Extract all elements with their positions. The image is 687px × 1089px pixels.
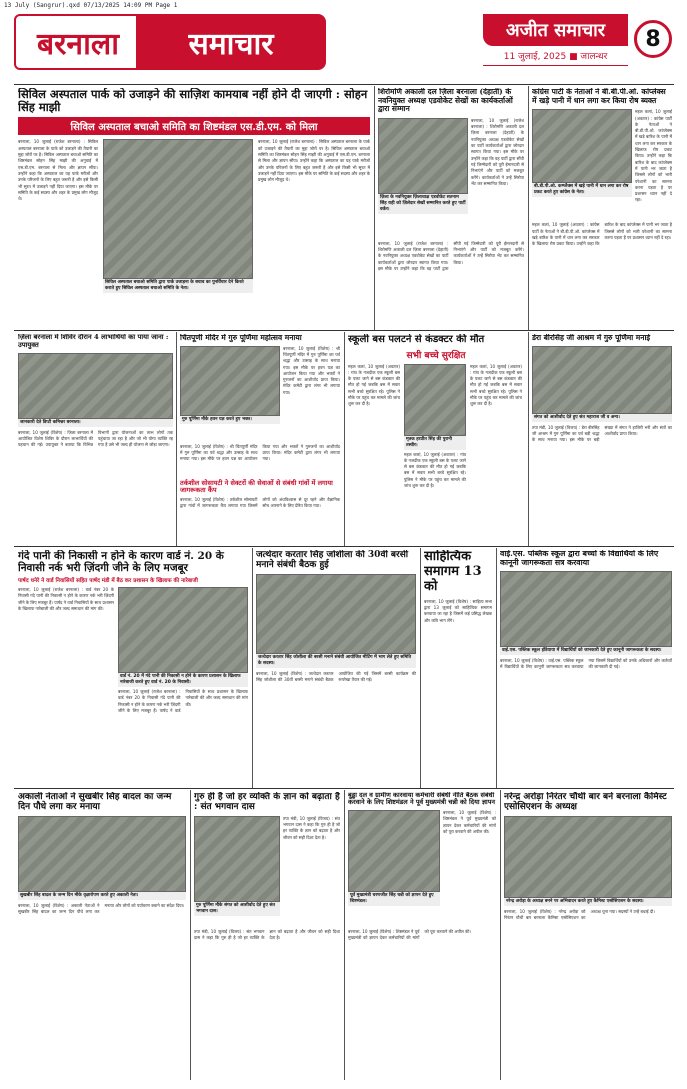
divider (496, 548, 497, 788)
divider (528, 332, 529, 546)
story-narinder (504, 792, 672, 1082)
headline: गंदे पानी की निकासी न होने के कारण वार्ड नं. 20 के निवासी नर्क भरी ज़िंदगी जीने के लिए मजबूर (18, 550, 224, 575)
story-body: बरनाला, 10 जुलाई (राजेश बरनाला) : वार्ड नंबर 20 के निवासी गंदे पानी की निकासी न होने के कारण नर्क भरी ज़िंदगी जीने के लिए मजबूर हैं। पार्षद ने वार्ड निवासियों के साथ प्रशासन के खिलाफ नारेबाजी की और जल्द समाधान की मांग की। (118, 689, 248, 714)
story-schoolbus (348, 334, 524, 544)
story-body: बरनाला, 10 जुलाई (विशेष) : ज़िला बरनाला में आयोजित विशेष शिविर के दौरान लाभार्थियों की पहचान की गई। उपायुक्त ने बताया कि विभिन्न विभागों द्वारा योजनाओं का लाभ लोगों तक पहुंचाया जा रहा है और जो भी योग्य व्यक्ति रह गया है उसे भी जल्द ही योजना से जोड़ा जाएगा। (18, 429, 173, 448)
story-body: बरनाला, 10 जुलाई (विशेष) : शिष्टमंडल ने पूर्व मुख्यमंत्री को ज्ञापन देकर कर्मचारियों की मांगों को पूरा करवाने की अपील की। (443, 809, 496, 834)
story-sahitik (424, 550, 492, 786)
headline: गुरु ही है जो हर व्यक्ति के ज्ञान को बढ़ाता है : संत भगवान दास (194, 792, 340, 813)
headline: ज़िला बरनाला में शिविर दौरान 4 लाभार्थियों का पाया जाना : उपायुक्त (18, 334, 169, 349)
headline: कांग्रेस पार्टी के नेताओं ने बी.बी.पी.ओ. कांप्लेक्स में खड़े पानी में धान लगा कर किया रोष ब्यक्त (532, 88, 666, 105)
news-photo (18, 816, 186, 892)
story-ward20 (18, 550, 248, 786)
headline: बुड्ढा दल व ग्रामीण कारवाया कर्मचारी संबंधी नीति बैठक संबंधी करवाने के लिए शिष्टमंडल ने पूर्व मुख्यमंत्री चन्नी को दिया ज्ञापन (348, 792, 495, 807)
divider (344, 790, 345, 1080)
story-body: बरनाला, 10 जुलाई (विशेष) : वाई.एस. पब्लिक स्कूल में विद्यार्थियों के लिए कानूनी जागरूकता सत्र करवाया गया जिसमें विद्यार्थियों को उनके अधिकारों और कर्तव्यों की जानकारी दी गई। (500, 657, 672, 670)
story-body: महल कलां, 10 जुलाई (अवतार) : गांव के नजदीक एक स्कूली बस के पलट जाने से बस कंडक्टर की मौत हो गई जबकि बस में सवार सभी बच्चे सुरक्षित रहे। पुलिस ने मौके पर पहुंच कर मामले की जांच शुरू कर दी है। (470, 363, 522, 407)
divider (14, 546, 674, 547)
photo-caption: सिविल अस्पताल बचाओ समिति द्वारा पार्क उजाड़ना के बचाव का पुनर्विचार देने किरते कराते हुए सिविल अस्पताल बचाओ समिति के नेता। (103, 279, 253, 293)
news-photo (532, 109, 632, 183)
masthead-name-part1: बरनाला (14, 14, 142, 70)
divider (14, 788, 674, 789)
divider (500, 790, 501, 1080)
divider (252, 548, 253, 788)
story-akali (18, 792, 186, 1082)
story-body: महल कलां, 10 जुलाई (अवतार) : कांग्रेस पार्टी के नेताओं ने बी.डी.पी.ओ. कांप्लेक्स में खड़े बारिश के पानी में धान लगा कर सरकार के खिलाफ रोष प्रकट किया। उन्होंने कहा कि बारिश के बाद कांप्लेक्स में पानी भर जाता है जिससे लोगों को भारी परेशानी का सामना करना पड़ता है पर प्रशासन ध्यान नहीं दे रहा। (635, 109, 672, 203)
news-photo (256, 574, 416, 654)
photo-caption: सुखबीर सिंह बादल के जन्म दिन मौके वृक्षारोपण करते हुए अकाली नेता। (18, 892, 186, 900)
story-body: महल कलां, 10 जुलाई (अवतार) : गांव के नजदीक एक स्कूली बस के पलट जाने से बस कंडक्टर की मौत हो गई जबकि बस में सवार सभी बच्चे सुरक्षित रहे। पुलिस ने मौके पर पहुंच कर मामले की जांच शुरू कर दी है। (348, 363, 400, 407)
photo-caption: वाई.एस. पब्लिक स्कूल हंडियाया में विद्यार्थियों को जानकारी देते हुए कानूनी जागरूकता के सदस्य। (500, 647, 672, 655)
story-dps (500, 550, 672, 786)
dateline: 11 जुलाई, 2025 ■ जालन्धर (483, 48, 628, 66)
story-body: बरनाला, 10 जुलाई (राजेश बरनाला) : शिरोमणि अकाली दल ज़िला बरनाला (देहाती) के नवनियुक्त अध्यक्ष एडवोकेट सेखों का पार्टी कार्यकर्ताओं द्वारा जोरदार स्वागत किया गया। इस मौके पर उन्होंने कहा कि वह पार्टी द्वारा सौंपी गई जिम्मेदारी को पूरी ईमानदारी से निभाएंगे और पार्टी को मजबूत करेंगे। कार्यकर्ताओं ने उन्हें सिरोपा भेंट कर सम्मानित किया। (471, 117, 524, 186)
photo-caption: गुरु पूर्णिमा मौके हवन यज्ञ करते हुए भक्त। (180, 416, 280, 424)
story-body: बरनाला, 10 जुलाई (विशेष) : नरेन्द्र अरोड़ा को निरंतर चौथी बार बरनाला कैमिस्ट एसोसिएशन का अध्यक्ष चुना गया। सदस्यों ने उन्हें बधाई दी। (504, 908, 655, 920)
news-photo (532, 346, 672, 414)
story-congress (532, 88, 672, 328)
news-photo (348, 810, 440, 892)
news-photo (194, 816, 280, 902)
headline: स्कूली बस पलटने से कंडक्टर की मौत (348, 334, 485, 345)
story-body: बरनाला, 10 जुलाई (विशेष) : श्री चिंतपूर्णी मंदिर में गुरु पूर्णिमा का पर्व श्रद्धा और उत्साह के साथ मनाया गया। इस मौके पर हवन यज्ञ का आयोजन किया गया और भक्तों ने गुरुजनों का आशीर्वाद प्राप्त किया। मंदिर कमेटी द्वारा लंगर भी लगाया गया। (180, 443, 340, 462)
news-photo (378, 118, 468, 194)
story-body: बरनाला, 10 जुलाई (राजेश बरनाला) : वार्ड नंबर 20 के निवासी गंदे पानी की निकासी न होने के कारण नर्क भरी ज़िंदगी जीने के लिए मजबूर हैं। पार्षद ने वार्ड निवासियों के साथ प्रशासन के खिलाफ नारेबाजी की और जल्द समाधान की मांग की। (18, 587, 114, 612)
headline: वाई.एस. पब्लिक स्कूल द्वारा बच्चों के विद्यार्थियों के लिए कानूनी जागरूकता सत्र करवाया (500, 550, 659, 567)
photo-caption: जत्थेदार करतार सिंह जोशीला की बरसी मनाने संबंधी आयोजित मीटिंग में भाग लेते हुए समिति के सदस्य। (256, 654, 416, 668)
headline: शिरोमणि अकाली दल ज़िला बरनाला (देहाती) के नवनियुक्त अध्यक्ष एडवोकेट सेखों का कार्यकर्ताओं द्वारा सम्मान (378, 88, 513, 114)
story-dera (532, 334, 672, 544)
photo-caption: संगत को आशीर्वाद देते हुए संत महाराज जी व अन्य। (532, 414, 672, 422)
news-photo (404, 364, 466, 436)
story-body: बरनाला, 10 जुलाई (विशेष) : जत्थेदार करतार सिंह जोशीला की 30वीं बरसी मनाने संबंधी बैठक आयोजित की गई जिसमें बरसी कार्यक्रम की रूपरेखा तैयार की गई। (256, 670, 416, 682)
news-photo (103, 139, 253, 279)
photo-caption: पूर्व मुख्यमंत्री चरणजीत सिंह चन्नी को ज्ञापन देते हुए शिष्टमंडल। (348, 892, 440, 906)
story-body: बरनाला, 10 जुलाई (विशेष) : शिष्टमंडल ने पूर्व मुख्यमंत्री को ज्ञापन देकर कर्मचारियों की मांगों को पूरा करवाने की अपील की। (348, 928, 471, 941)
news-photo (180, 346, 280, 416)
divider (176, 332, 177, 546)
headline: सिविल अस्पताल पार्क को उजाड़ने की साज़िश कामयाब नहीं होने दी जाएगी : सोहन सिंह माझी (18, 88, 368, 115)
photo-caption: जानकारी देते डिप्टी कमिश्नर बरनाला। (18, 419, 173, 427)
news-photo (504, 816, 672, 898)
story-budda (348, 792, 496, 1082)
photo-caption: मृतक हरप्रीत सिंह की पुरानी तस्वीर। (404, 436, 466, 450)
divider (14, 330, 674, 331)
story-body: बरनाला, 10 जुलाई (विशेष) : तर्कशील सोसायटी द्वारा गांवों में जागरूकता कैंप लगाया गया जिसमें लोगों को अंधविश्वास से दूर रहने और वैज्ञानिक सोच अपनाने के लिए प्रेरित किया गया। (180, 496, 340, 508)
subheadline: पार्षद धनेरे ने वार्ड निवासियों सहित पार्षद मंडी में बैठ कर प्रशासन के खिलाफ की नारेबाजी (18, 578, 198, 585)
story-body: तपा मंडी, 10 जुलाई (विजय) : संत भगवान दास ने कहा कि गुरु ही है जो हर व्यक्ति के ज्ञान को बढ़ाता है और जीवन को सही दिशा देता है। (194, 928, 340, 940)
divider (344, 332, 345, 546)
subheadline-bar: सिविल अस्पताल बचाओ समिति का शिष्टमंडल एस.डी.एम. को मिला (18, 117, 370, 135)
photo-caption: बी.डी.पी.ओ. कम्प्लैक्स में खड़े पानी में धान लगा कर रोष प्रकट करते हुए कांग्रेस के नेता। (532, 183, 632, 197)
divider (14, 84, 674, 85)
story-body: बरनाला, 10 जुलाई (राजेश बरनाला) : शिरोमणि अकाली दल ज़िला बरनाला (देहाती) के नवनियुक्त अध्यक्ष एडवोकेट सेखों का पार्टी कार्यकर्ताओं द्वारा जोरदार स्वागत किया गया। इस मौके पर उन्होंने कहा कि वह पार्टी द्वारा सौंपी गई जिम्मेदारी को पूरी ईमानदारी से निभाएंगे और पार्टी को मजबूत करेंगे। कार्यकर्ताओं ने उन्हें सिरोपा भेंट कर सम्मानित किया। (378, 240, 524, 272)
story-body: बरनाला, 10 जुलाई (राजेश बरनाला) : सिविल अस्पताल बरनाला के पार्क को उजाड़ने की तैयारी का मुद्दा जोरों पर है। सिविल अस्पताल बचाओ समिति का शिष्टमंडल सोहन सिंह माझी की अगुवाई में एस.डी.एम. बरनाला से मिला और ज्ञापन सौंपा। उन्होंने कहा कि अस्पताल का यह पार्क मरीजों और उनके परिजनों के लिए बहुत जरूरी है और इसे किसी भी सूरत में उजाड़ने नहीं दिया जाएगा। इस मौके पर समिति के कई सदस्य और शहर के प्रमुख लोग मौजूद थे। (258, 139, 370, 183)
story-jathedar (256, 550, 416, 786)
headline: डेरा बीरसिंह जी आश्रम में गुरु पूर्णिमा मनाई (532, 334, 651, 342)
story-body: बरनाला, 10 जुलाई (राजेश बरनाला) : सिविल अस्पताल बरनाला के पार्क को उजाड़ने की तैयारी का मुद्दा जोरों पर है। सिविल अस्पताल बचाओ समिति का शिष्टमंडल सोहन सिंह माझी की अगुवाई में एस.डी.एम. बरनाला से मिला और ज्ञापन सौंपा। उन्होंने कहा कि अस्पताल का यह पार्क मरीजों और उनके परिजनों के लिए बहुत जरूरी है और इसे किसी भी सूरत में उजाड़ने नहीं दिया जाएगा। इस मौके पर समिति के कई सदस्य और शहर के प्रमुख लोग मौजूद थे। (18, 139, 98, 202)
story-lead (18, 88, 370, 328)
page-number-badge: 8 (634, 20, 672, 58)
headline: नरेन्द्र अरोड़ा निरंतर चौथी बार बने बरनाला कैमिस्ट एसोसिएशन के अध्यक्ष (504, 792, 667, 813)
divider (528, 86, 529, 330)
story-guru (194, 792, 340, 1082)
masthead-brand-block (482, 14, 672, 70)
photo-caption: ज़िला के नवनियुक्त ज़िलाध्यक्ष एडवोकेट सतनाम सिंह राही को ज़िलेदार सेखों सम्मानित करते हुए पार्टी वर्कर। (378, 194, 468, 214)
story-sad-district (378, 88, 524, 328)
headline: साहित्यिक समागम 13 को (424, 550, 482, 594)
divider (374, 86, 375, 330)
subheadline: सभी बच्चे सुरक्षित (406, 350, 466, 361)
story-body: महल कलां, 10 जुलाई (अवतार) : गांव के नजदीक एक स्कूली बस के पलट जाने से बस कंडक्टर की मौत हो गई जबकि बस में सवार सभी बच्चे सुरक्षित रहे। पुलिस ने मौके पर पहुंच कर मामले की जांच शुरू कर दी है। (404, 451, 466, 488)
divider (420, 548, 421, 788)
news-photo (118, 587, 248, 673)
story-camp (18, 334, 173, 544)
headline: चिंतपूर्णी मंदिर में गुरु पूर्णिमा महोत्सव मनाया (180, 334, 302, 342)
story-chintpurni (180, 334, 340, 544)
brand-banner: अजीत समाचार (483, 14, 628, 46)
headline: अकाली नेताओं ने सुखबीर सिंह बादल का जन्म दिन पौधे लगा कर मनाया (18, 792, 172, 813)
story-body: महल कलां, 10 जुलाई (अवतार) : कांग्रेस पार्टी के नेताओं ने बी.डी.पी.ओ. कांप्लेक्स में खड़े बारिश के पानी में धान लगा कर सरकार के खिलाफ रोष प्रकट किया। उन्होंने कहा कि बारिश के बाद कांप्लेक्स में पानी भर जाता है जिससे लोगों को भारी परेशानी का सामना करना पड़ता है पर प्रशासन ध्यान नहीं दे रहा। (532, 222, 672, 247)
masthead-name-part2: समाचार (136, 14, 326, 70)
photo-caption: गुरु पूर्णिमा मौके संगत को आशीर्वाद देते हुए संत भगवान दास। (194, 902, 280, 916)
story-body: तपा मंडी, 10 जुलाई (विजय) : डेरा बीरसिंह जी आश्रम में गुरु पूर्णिमा का पर्व बड़ी श्रद्धा के साथ मनाया गया। इस मौके पर बड़ी संख्या में संगत ने हाजिरी भरी और संतों का आशीर्वाद प्राप्त किया। (532, 424, 672, 443)
news-photo (500, 571, 672, 647)
file-info-bar: 13 July (Sangrur).qxd 07/13/2025 14:09 PM Page 1 (4, 2, 178, 9)
headline: जत्थेदार करतार सिंह जोशीला की 30वीं बरसी मनाने संबंधी बैठक हुई (256, 550, 409, 571)
divider (190, 790, 191, 1080)
photo-caption: वार्ड नं. 20 में गंदे पानी की निकासी न होने के कारण प्रशासन के खिलाफ नारेबाजी करते हुए वार्ड नं. 20 के निवासी। (118, 673, 248, 687)
headline: तर्कशील सोसायटी ने सेक्टरों की सेवाओं से संबंधी गांवों में लगाया जागरूकता कैंप (180, 478, 333, 495)
news-photo (18, 353, 173, 419)
story-body: तपा मंडी, 10 जुलाई (विजय) : संत भगवान दास ने कहा कि गुरु ही है जो हर व्यक्ति के ज्ञान को बढ़ाता है और जीवन को सही दिशा देता है। (283, 815, 340, 840)
photo-caption: नरेन्द्र अरोड़ा के अध्यक्ष बनने पर अभिवादन करते हुए कैमिस्ट एसोसिएशन के सदस्य। (504, 898, 672, 906)
story-body: बरनाला, 10 जुलाई (विशेष) : साहित्य सभा द्वारा 13 जुलाई को साहित्यिक समागम करवाया जा रहा है जिसमें कई प्रसिद्ध लेखक और कवि भाग लेंगे। (424, 598, 492, 623)
story-body: बरनाला, 10 जुलाई (विशेष) : श्री चिंतपूर्णी मंदिर में गुरु पूर्णिमा का पर्व श्रद्धा और उत्साह के साथ मनाया गया। इस मौके पर हवन यज्ञ का आयोजन किया गया और भक्तों ने गुरुजनों का आशीर्वाद प्राप्त किया। मंदिर कमेटी द्वारा लंगर भी लगाया गया। (283, 345, 340, 395)
story-body: बरनाला, 10 जुलाई (विशेष) : अकाली नेताओं ने सुखबीर सिंह बादल का जन्म दिन पौधे लगा कर मनाया और लोगों को पर्यावरण बचाने का संदेश दिया। (18, 902, 185, 914)
masthead (14, 14, 674, 70)
